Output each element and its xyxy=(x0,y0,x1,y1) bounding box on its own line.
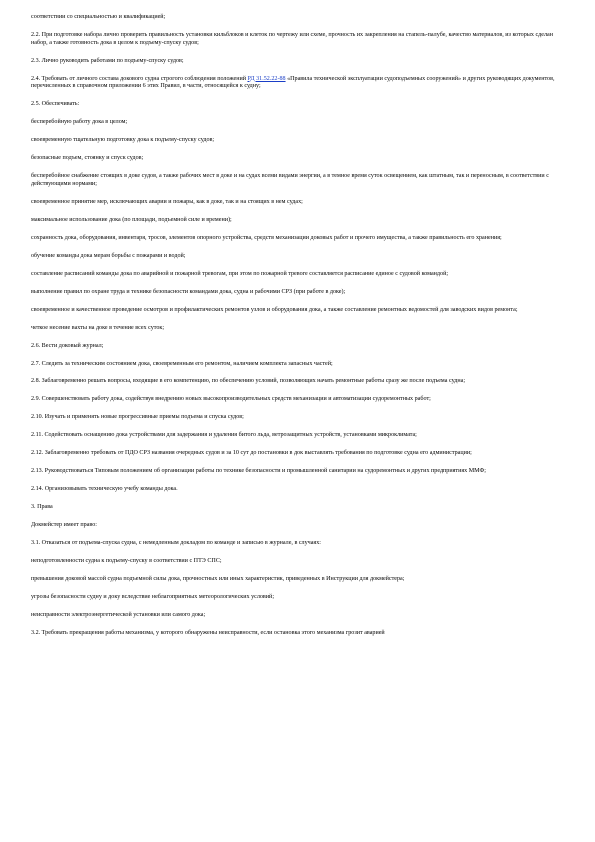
paragraph: 2.9. Совершенствовать работу дока, содействуя внедрению новых высокопроизводительных средств механизации и автоматизации судоремонтных работ; xyxy=(31,396,431,403)
paragraph: бесперебойное снабжение стоящих в доке судов, а также рабочих мест в доке и на судах всеми видами энергии, а в темное время суток освещением, как штатным, так и переносным, в соответствии с действующими нормами; xyxy=(31,173,549,187)
paragraph: максимальное использование дока (по площади, подъемной силе и времени); xyxy=(31,216,232,223)
paragraph: 2.14. Организовывать техническую учебу команды дока. xyxy=(31,486,178,493)
paragraph: обучение команды дока мерам борьбы с пожарами и водой; xyxy=(31,252,186,259)
paragraph: угрозы безопасности судну и доку вследствие неблагоприятных метеорологических условий; xyxy=(31,594,275,601)
paragraph: Докмейстер имеет право: xyxy=(31,522,97,529)
paragraph: 2.11. Содействовать оснащению дока устройствами для задержания и удаления битого льда, ветрозащитных устройств, установками микроклимата; xyxy=(31,432,417,439)
section-heading: 3. Права xyxy=(31,504,53,511)
document-link[interactable]: РД 31.52.22-88 xyxy=(247,75,286,82)
paragraph: 2.3. Лично руководить работами по подъему-спуску судов; xyxy=(31,57,184,64)
paragraph: неподготовленности судна к подъему-спуску в соответствии с ПТЭ СПС; xyxy=(31,558,222,565)
paragraph-text: 2.4. Требовать от личного состава докового судна строгого соблюдения положений xyxy=(31,75,248,82)
paragraph: 2.2. При подготовке набора лично проверить правильность установки кильблоков и клеток по чертежу или схеме, прочность их закрепления на стапель-палубе, качество материалов, из которых сделан набор, а также готовность дока в целом к подъему-спуску судов; xyxy=(31,31,553,46)
paragraph: своевременную тщательную подготовку дока к подъему-спуску судов; xyxy=(31,137,215,144)
paragraph: неисправности электроэнергетической установки или самого дока; xyxy=(31,612,206,619)
paragraph: своевременное и качественное проведение осмотров и профилактических ремонтов узлов и оборудования дока, а также составление ремонтных ведомостей для заводских видов ремонта; xyxy=(31,306,518,313)
paragraph: составление расписаний команды дока по аварийной и пожарной тревогам, при этом по пожарной тревоге составляется расписание единое с судовой командой; xyxy=(31,270,449,277)
paragraph-with-link xyxy=(31,76,571,91)
paragraph: своевременное принятие мер, исключающих аварии и пожары, как в доке, так и на стоящих в нем судах; xyxy=(31,198,303,205)
paragraph: бесперебойную работу дока в целом; xyxy=(31,119,128,126)
paragraph: 2.13. Руководствоваться Типовым положением об организации работы по технике безопасности и промышленной санитарии на судоремонтных и других предприятиях ММФ; xyxy=(31,468,486,475)
paragraph: 2.5. Обеспечивать: xyxy=(31,101,80,108)
paragraph: 2.6. Вести доковый журнал; xyxy=(31,342,104,349)
paragraph: 3.2. Требовать прекращения работы механизма, у которого обнаружены неисправности, если остановка этого механизма грозит аварией xyxy=(31,630,385,637)
paragraph: соответствии со специальностью и квалификацией; xyxy=(31,14,166,20)
paragraph: 2.10. Изучать и применять новые прогрессивные приемы подъема и спуска судов; xyxy=(31,414,244,421)
paragraph: сохранность дока, оборудования, инвентаря, тросов, элементов опорного устройства, средств механизации доковых работ и прочего имущества, а также правильность его хранения; xyxy=(31,234,502,241)
paragraph: 2.8. Заблаговременно решать вопросы, входящие в его компетенцию, по обеспечению условий, позволяющих начать ремонтные работы сразу же после подъема судна; xyxy=(31,378,466,385)
paragraph: 2.12. Заблаговременно требовать от ПДО СРЗ названия очередных судов и за 10 сут до постановки в док выставлять требования по подготовке судна его администрации; xyxy=(31,450,472,457)
paragraph: четкое несение вахты на доке в течение всех суток; xyxy=(31,324,165,331)
paragraph: 3.1. Отказаться от подъема-спуска судна, с немедленным докладом по команде и записью в журнале, в случаях: xyxy=(31,540,321,547)
paragraph: 2.7. Следить за техническим состоянием дока, своевременным его ремонтом, наличием комплекта запасных частей; xyxy=(31,360,333,367)
paragraph: безопасные подъем, стоянку и спуск судов; xyxy=(31,155,144,162)
paragraph: превышения доковой массой судна подъемной силы дока, прочностных или иных характеристик, приведенных в Инструкции для докмейстера; xyxy=(31,576,405,583)
paragraph-text: «Правила технической эксплуатации судоподъемных сооружений» и других руководящих документов, перечисленных в справочном приложении 6 этих Правил, в части, относящейся к судну; xyxy=(31,75,555,90)
paragraph: выполнение правил по охране труда и технике безопасности командами дока, судна и рабочими СРЗ (при работе в доке); xyxy=(31,288,346,295)
